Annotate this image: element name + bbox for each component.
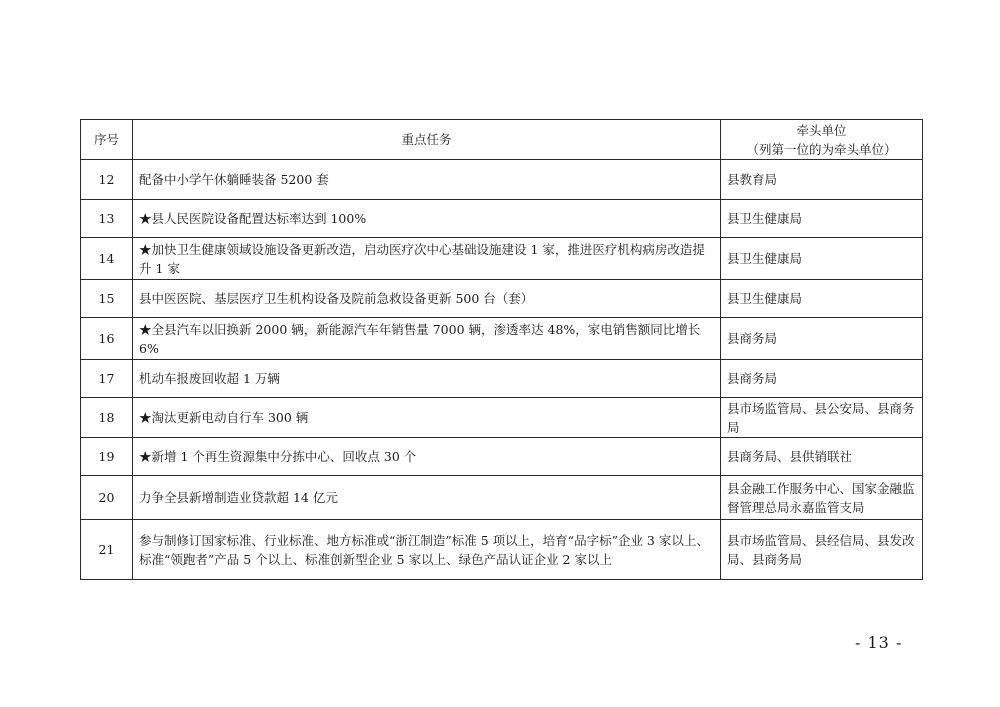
row-lead-unit: 县商务局 xyxy=(721,360,923,398)
row-lead-unit: 县商务局、县供销联社 xyxy=(721,438,923,476)
row-task: ★加快卫生健康领域设施设备更新改造，启动医疗次中心基础设施建设 1 家，推进医疗机构病房改造提升 1 家 xyxy=(133,238,721,280)
row-lead-unit: 县金融工作服务中心、国家金融监督管理总局永嘉监管支局 xyxy=(721,476,923,520)
table-row xyxy=(81,398,923,438)
row-lead-unit: 县卫生健康局 xyxy=(721,280,923,318)
key-tasks-table xyxy=(80,119,923,580)
table-row xyxy=(81,200,923,238)
table-row xyxy=(81,238,923,280)
row-task: 机动车报废回收超 1 万辆 xyxy=(133,360,721,398)
row-number: 12 xyxy=(81,160,133,200)
row-lead-unit: 县卫生健康局 xyxy=(721,238,923,280)
table-row xyxy=(81,318,923,360)
row-lead-unit: 县市场监管局、县公安局、县商务局 xyxy=(721,398,923,438)
row-lead-unit: 县商务局 xyxy=(721,318,923,360)
row-lead-unit: 县教育局 xyxy=(721,160,923,200)
row-number: 20 xyxy=(81,476,133,520)
row-number: 13 xyxy=(81,200,133,238)
table-row xyxy=(81,476,923,520)
row-number: 21 xyxy=(81,520,133,580)
row-task: ★全县汽车以旧换新 2000 辆，新能源汽车年销售量 7000 辆，渗透率达 48%，家电销售额同比增长 6% xyxy=(133,318,721,360)
row-number: 14 xyxy=(81,238,133,280)
row-task: 配备中小学午休躺睡装备 5200 套 xyxy=(133,160,721,200)
table-header-row xyxy=(81,120,923,160)
row-lead-unit: 县卫生健康局 xyxy=(721,200,923,238)
table-row xyxy=(81,160,923,200)
header-number: 序号 xyxy=(81,120,133,160)
page-number: - 13 - xyxy=(855,633,903,652)
table-row xyxy=(81,520,923,580)
row-lead-unit: 县市场监管局、县经信局、县发改局、县商务局 xyxy=(721,520,923,580)
row-task: ★新增 1 个再生资源集中分拣中心、回收点 30 个 xyxy=(133,438,721,476)
row-number: 18 xyxy=(81,398,133,438)
row-task: 力争全县新增制造业贷款超 14 亿元 xyxy=(133,476,721,520)
row-number: 15 xyxy=(81,280,133,318)
row-task: ★淘汰更新电动自行车 300 辆 xyxy=(133,398,721,438)
table-row xyxy=(81,280,923,318)
header-lead-unit-title: 牵头单位 xyxy=(796,122,847,138)
row-task: ★县人民医院设备配置达标率达到 100% xyxy=(133,200,721,238)
row-number: 19 xyxy=(81,438,133,476)
row-number: 17 xyxy=(81,360,133,398)
header-lead-unit xyxy=(721,120,923,160)
table-row xyxy=(81,360,923,398)
row-task: 县中医医院、基层医疗卫生机构设备及院前急救设备更新 500 台（套） xyxy=(133,280,721,318)
row-number: 16 xyxy=(81,318,133,360)
header-task: 重点任务 xyxy=(133,120,721,160)
table-row xyxy=(81,438,923,476)
row-task: 参与制修订国家标准、行业标准、地方标准或“浙江制造”标准 5 项以上，培育“品字标”企业 3 家以上、标准“领跑者”产品 5 个以上、标准创新型企业 5 家以上、绿色产品认证企业 2 家以上 xyxy=(133,520,721,580)
header-lead-unit-note: （列第一位的为牵头单位） xyxy=(746,141,897,157)
